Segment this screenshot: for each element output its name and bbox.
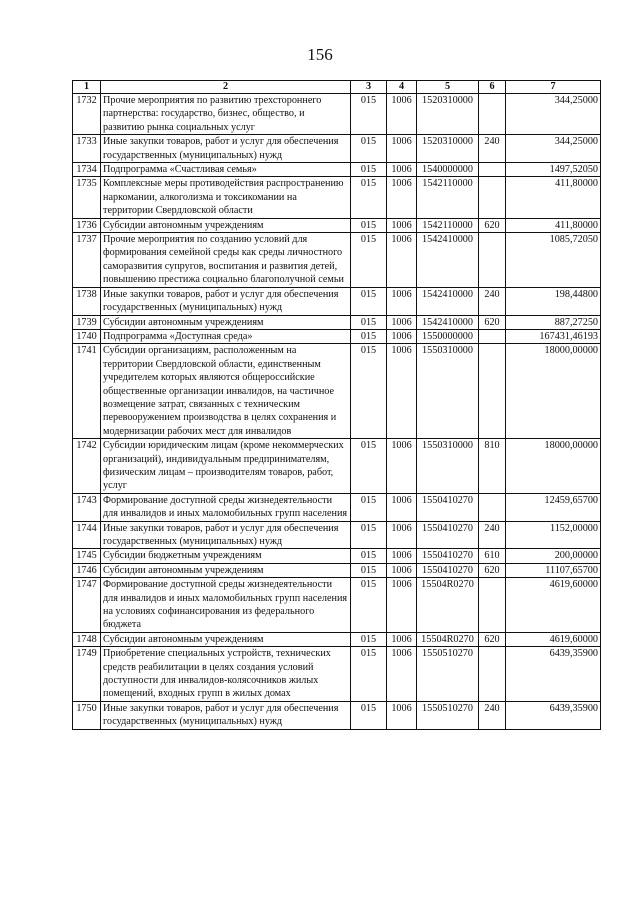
row-expense-type — [479, 163, 506, 177]
row-amount: 887,27250 — [506, 315, 601, 329]
row-name: Иные закупки товаров, работ и услуг для обеспечения государственных (муниципальных) нужд — [101, 701, 351, 729]
row-admin-code: 015 — [351, 177, 387, 218]
table-row — [73, 632, 601, 646]
row-amount: 18000,00000 — [506, 344, 601, 439]
row-name: Субсидии бюджетным учреждениям — [101, 549, 351, 563]
row-section-code: 1006 — [387, 549, 417, 563]
row-admin-code: 015 — [351, 329, 387, 343]
table-row — [73, 647, 601, 702]
row-name: Иные закупки товаров, работ и услуг для обеспечения государственных (муниципальных) нужд — [101, 287, 351, 315]
table-row — [73, 521, 601, 549]
row-section-code: 1006 — [387, 632, 417, 646]
row-section-code: 1006 — [387, 329, 417, 343]
row-number: 1750 — [73, 701, 101, 729]
row-admin-code: 015 — [351, 218, 387, 232]
row-admin-code: 015 — [351, 163, 387, 177]
row-expense-type — [479, 94, 506, 135]
row-section-code: 1006 — [387, 439, 417, 494]
row-section-code: 1006 — [387, 287, 417, 315]
row-expense-type: 810 — [479, 439, 506, 494]
row-number: 1743 — [73, 493, 101, 521]
row-admin-code: 015 — [351, 701, 387, 729]
header-cell: 6 — [479, 81, 506, 94]
row-amount: 344,25000 — [506, 94, 601, 135]
row-section-code: 1006 — [387, 701, 417, 729]
row-admin-code: 015 — [351, 439, 387, 494]
row-number: 1733 — [73, 135, 101, 163]
row-number: 1745 — [73, 549, 101, 563]
row-name: Субсидии организациям, расположенным на территории Свердловской области, единственным учредителем которых являются общероссийские общественные организации инвалидов, на частичное возмещение затрат, связанных с техническим перевооружением производства в целях сохранения и модернизации рабочих мест для инвалидов — [101, 344, 351, 439]
row-expense-type — [479, 329, 506, 343]
row-section-code: 1006 — [387, 177, 417, 218]
row-expense-type — [479, 647, 506, 702]
row-amount: 198,44800 — [506, 287, 601, 315]
row-section-code: 1006 — [387, 563, 417, 577]
row-name: Формирование доступной среды жизнедеятельности для инвалидов и иных маломобильных групп населения — [101, 493, 351, 521]
header-cell: 3 — [351, 81, 387, 94]
row-expense-type: 620 — [479, 218, 506, 232]
row-target-article: 1550410270 — [417, 549, 479, 563]
row-admin-code: 015 — [351, 94, 387, 135]
row-name: Приобретение специальных устройств, технических средств реабилитации в целях создания условий доступности для инвалидов-колясочников жилых помещений, входных групп в жилых домах — [101, 647, 351, 702]
row-expense-type: 610 — [479, 549, 506, 563]
page-number: 156 — [307, 45, 333, 64]
row-number: 1737 — [73, 233, 101, 288]
row-section-code: 1006 — [387, 218, 417, 232]
row-target-article: 1550000000 — [417, 329, 479, 343]
row-amount: 344,25000 — [506, 135, 601, 163]
row-section-code: 1006 — [387, 344, 417, 439]
row-target-article: 1542110000 — [417, 177, 479, 218]
row-expense-type — [479, 344, 506, 439]
header-cell: 5 — [417, 81, 479, 94]
row-target-article: 1542410000 — [417, 287, 479, 315]
row-expense-type — [479, 493, 506, 521]
row-amount: 1497,52050 — [506, 163, 601, 177]
header-cell: 1 — [73, 81, 101, 94]
row-admin-code: 015 — [351, 578, 387, 633]
row-number: 1734 — [73, 163, 101, 177]
row-name: Комплексные меры противодействия распространению наркомании, алкоголизма и токсикомании на территории Свердловской области — [101, 177, 351, 218]
row-admin-code: 015 — [351, 647, 387, 702]
row-amount: 1085,72050 — [506, 233, 601, 288]
table-row — [73, 177, 601, 218]
row-number: 1741 — [73, 344, 101, 439]
row-amount: 167431,46193 — [506, 329, 601, 343]
row-amount: 4619,60000 — [506, 578, 601, 633]
row-expense-type: 240 — [479, 135, 506, 163]
table-row — [73, 701, 601, 729]
row-target-article: 1550510270 — [417, 647, 479, 702]
row-target-article: 1542410000 — [417, 233, 479, 288]
table-row — [73, 287, 601, 315]
row-target-article: 15504R0270 — [417, 578, 479, 633]
row-number: 1735 — [73, 177, 101, 218]
row-number: 1749 — [73, 647, 101, 702]
row-name: Прочие мероприятия по развитию трехстороннего партнерства: государство, бизнес, общество, и развитию рынка социальных услуг — [101, 94, 351, 135]
row-expense-type — [479, 233, 506, 288]
row-number: 1738 — [73, 287, 101, 315]
row-admin-code: 015 — [351, 549, 387, 563]
row-admin-code: 015 — [351, 521, 387, 549]
row-amount: 411,80000 — [506, 177, 601, 218]
header-cell: 2 — [101, 81, 351, 94]
row-expense-type: 240 — [479, 287, 506, 315]
row-target-article: 1550410270 — [417, 563, 479, 577]
row-amount: 6439,35900 — [506, 647, 601, 702]
row-section-code: 1006 — [387, 647, 417, 702]
table-row — [73, 563, 601, 577]
row-amount: 4619,60000 — [506, 632, 601, 646]
row-number: 1748 — [73, 632, 101, 646]
table-row — [73, 163, 601, 177]
row-number: 1744 — [73, 521, 101, 549]
header-cell: 7 — [506, 81, 601, 94]
table-row — [73, 135, 601, 163]
table-row — [73, 94, 601, 135]
row-target-article: 1550410270 — [417, 521, 479, 549]
row-amount: 1152,00000 — [506, 521, 601, 549]
row-expense-type: 620 — [479, 632, 506, 646]
budget-table — [72, 80, 601, 730]
row-number: 1747 — [73, 578, 101, 633]
row-number: 1739 — [73, 315, 101, 329]
row-amount: 11107,65700 — [506, 563, 601, 577]
row-number: 1732 — [73, 94, 101, 135]
table-row — [73, 493, 601, 521]
row-name: Иные закупки товаров, работ и услуг для обеспечения государственных (муниципальных) нужд — [101, 521, 351, 549]
row-section-code: 1006 — [387, 94, 417, 135]
row-section-code: 1006 — [387, 163, 417, 177]
row-number: 1736 — [73, 218, 101, 232]
row-name: Субсидии автономным учреждениям — [101, 218, 351, 232]
table-row — [73, 329, 601, 343]
row-expense-type: 620 — [479, 315, 506, 329]
row-admin-code: 015 — [351, 563, 387, 577]
row-target-article: 15504R0270 — [417, 632, 479, 646]
row-admin-code: 015 — [351, 632, 387, 646]
row-target-article: 1520310000 — [417, 135, 479, 163]
row-name: Иные закупки товаров, работ и услуг для обеспечения государственных (муниципальных) нужд — [101, 135, 351, 163]
row-section-code: 1006 — [387, 578, 417, 633]
row-name: Субсидии автономным учреждениям — [101, 632, 351, 646]
row-amount: 6439,35900 — [506, 701, 601, 729]
row-admin-code: 015 — [351, 344, 387, 439]
table-row — [73, 218, 601, 232]
row-admin-code: 015 — [351, 135, 387, 163]
row-target-article: 1550310000 — [417, 344, 479, 439]
row-target-article: 1550310000 — [417, 439, 479, 494]
row-number: 1740 — [73, 329, 101, 343]
row-target-article: 1550510270 — [417, 701, 479, 729]
row-admin-code: 015 — [351, 233, 387, 288]
row-target-article: 1520310000 — [417, 94, 479, 135]
row-section-code: 1006 — [387, 493, 417, 521]
row-section-code: 1006 — [387, 135, 417, 163]
row-expense-type: 620 — [479, 563, 506, 577]
row-target-article: 1550410270 — [417, 493, 479, 521]
row-expense-type: 240 — [479, 701, 506, 729]
row-amount: 200,00000 — [506, 549, 601, 563]
row-name: Субсидии автономным учреждениям — [101, 563, 351, 577]
row-admin-code: 015 — [351, 493, 387, 521]
row-amount: 18000,00000 — [506, 439, 601, 494]
table-row — [73, 344, 601, 439]
row-target-article: 1540000000 — [417, 163, 479, 177]
row-amount: 12459,65700 — [506, 493, 601, 521]
table-row — [73, 439, 601, 494]
header-cell: 4 — [387, 81, 417, 94]
row-section-code: 1006 — [387, 521, 417, 549]
row-name: Формирование доступной среды жизнедеятельности для инвалидов и иных маломобильных групп населения на условиях софинансирования из федерального бюджета — [101, 578, 351, 633]
table-row — [73, 578, 601, 633]
row-section-code: 1006 — [387, 233, 417, 288]
row-expense-type: 240 — [479, 521, 506, 549]
row-target-article: 1542110000 — [417, 218, 479, 232]
row-amount: 411,80000 — [506, 218, 601, 232]
table-row — [73, 549, 601, 563]
row-target-article: 1542410000 — [417, 315, 479, 329]
row-admin-code: 015 — [351, 315, 387, 329]
row-name: Прочие мероприятия по созданию условий для формирования семейной среды как среды личностного саморазвития супругов, воспитания и развития детей, повышению престижа социально благополучной семьи — [101, 233, 351, 288]
row-name: Субсидии автономным учреждениям — [101, 315, 351, 329]
row-name: Подпрограмма «Доступная среда» — [101, 329, 351, 343]
row-name: Субсидии юридическим лицам (кроме некоммерческих организаций), индивидуальным предпринимателям, физическим лицам – производителям товаров, работ, услуг — [101, 439, 351, 494]
row-expense-type — [479, 177, 506, 218]
row-section-code: 1006 — [387, 315, 417, 329]
row-admin-code: 015 — [351, 287, 387, 315]
table-header-row — [73, 81, 601, 94]
row-number: 1742 — [73, 439, 101, 494]
row-number: 1746 — [73, 563, 101, 577]
row-expense-type — [479, 578, 506, 633]
table-row — [73, 315, 601, 329]
row-name: Подпрограмма «Счастливая семья» — [101, 163, 351, 177]
table-row — [73, 233, 601, 288]
